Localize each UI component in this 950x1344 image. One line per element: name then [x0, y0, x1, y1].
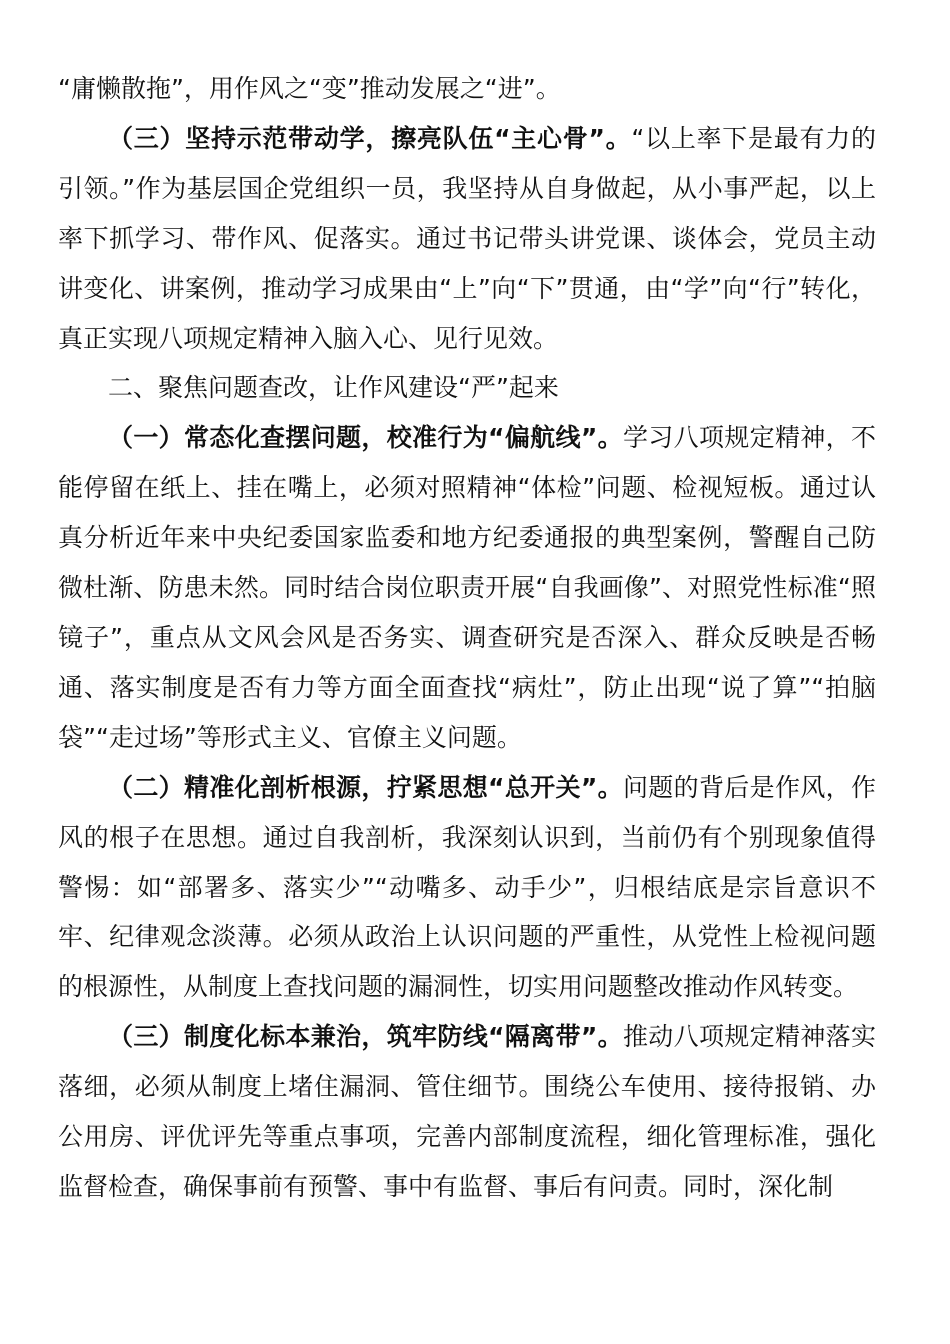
paragraph-text: “以上率下是最有力的引领。”作为基层国企党组织一员，我坚持从自身做起，从小事严起，以上率下抓学习、带作风、促落实。通过书记带头讲党课、谈体会，党员主动讲变化、讲案例，推动学习成果由“上”向“下”贯通，由“学”向“行”转化，真正实现八项规定精神入脑入心、见行见效。: [58, 123, 876, 353]
paragraph-text: “庸懒散拖”，用作风之“变”推动发展之“进”。: [58, 74, 561, 103]
section-heading-text: 二、聚焦问题查改，让作风建设“严”起来: [108, 373, 559, 403]
subsection-heading: （一）常态化查摆问题，校准行为“偏航线”。: [108, 423, 623, 453]
paragraph-subsection: [58, 413, 876, 762]
paragraph-subsection: [58, 763, 876, 1013]
paragraph-text: 推动八项规定精神落实落细，必须从制度上堵住漏洞、管住细节。围绕公车使用、接待报销、办公用房、评优评先等重点事项，完善内部制度流程，细化管理标准，强化监督检查，确保事前有预警、事中有监督、事后有问责。同时，深化制: [58, 1022, 876, 1201]
paragraph-continuation: [58, 64, 876, 114]
subsection-heading: （三）制度化标本兼治，筑牢防线“隔离带”。: [108, 1022, 623, 1052]
subsection-heading: （三）坚持示范带动学，擦亮队伍“主心骨”。: [108, 123, 632, 153]
paragraph-subsection: [58, 1012, 876, 1212]
document-page: [58, 64, 876, 1212]
paragraph-text: 学习八项规定精神，不能停留在纸上、挂在嘴上，必须对照精神“体检”问题、检视短板。通过认真分析近年来中央纪委国家监委和地方纪委通报的典型案例，警醒自己防微杜渐、防患未然。同时结合岗位职责开展“自我画像”、对照党性标准“照镜子”，重点从文风会风是否务实、调查研究是否深入、群众反映是否畅通、落实制度是否有力等方面全面查找“病灶”，防止出现“说了算”“拍脑袋”“走过场”等形式主义、官僚主义问题。: [58, 423, 876, 752]
subsection-heading: （二）精准化剖析根源，拧紧思想“总开关”。: [108, 772, 623, 802]
paragraph-subsection: [58, 114, 876, 364]
section-heading: [58, 363, 876, 413]
paragraph-text: 问题的背后是作风，作风的根子在思想。通过自我剖析，我深刻认识到，当前仍有个别现象值得警惕：如“部署多、落实少”“动嘴多、动手少”，归根结底是宗旨意识不牢、纪律观念淡薄。必须从政治上认识问题的严重性，从党性上检视问题的根源性，从制度上查找问题的漏洞性，切实用问题整改推动作风转变。: [58, 772, 876, 1002]
